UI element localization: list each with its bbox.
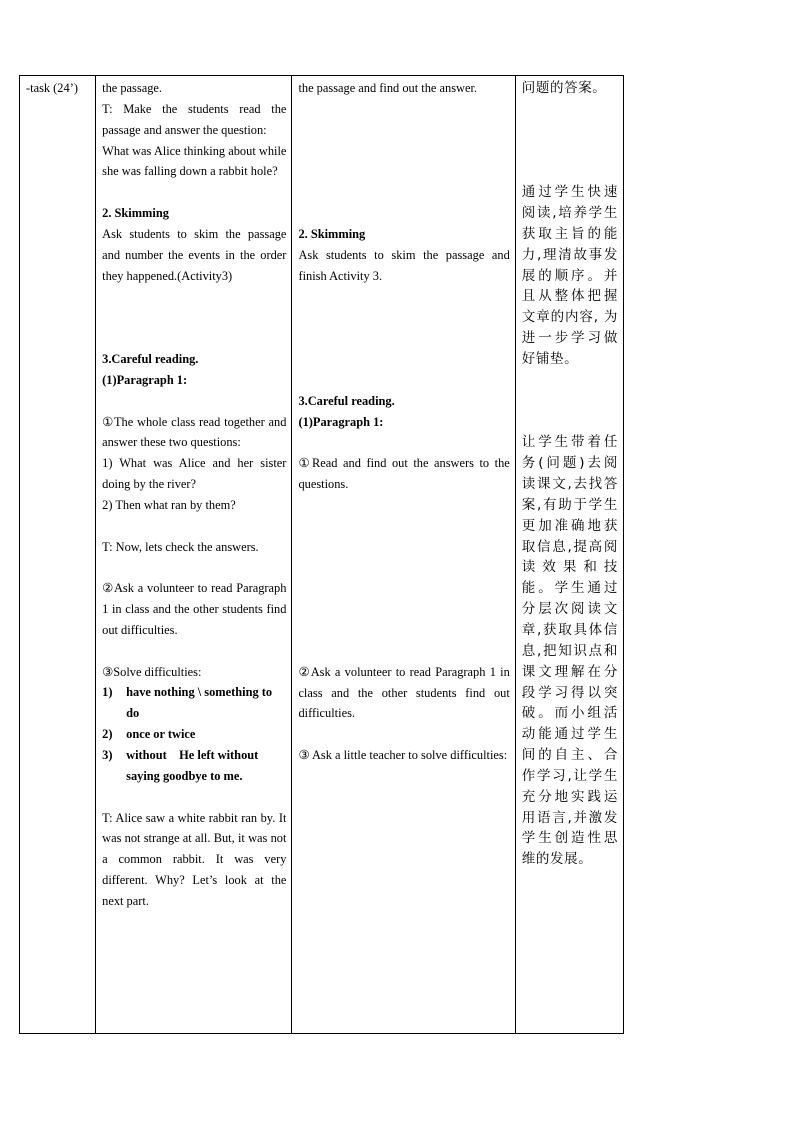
stage-label: -task (24’) <box>26 81 78 95</box>
students-para1-heading: (1)Paragraph 1: <box>298 414 384 429</box>
teacher-intro-tail: the passage. <box>102 81 162 95</box>
teacher-careful-heading: 3.Careful reading. <box>102 351 199 366</box>
students-step1: ①Read and find out the answers to the questions. <box>298 456 510 492</box>
teacher-step3: ③Solve difficulties: <box>102 664 202 679</box>
teacher-check-answers: T: Now, lets check the answers. <box>102 539 259 554</box>
teacher-question-2: 2) Then what ran by them? <box>102 497 236 512</box>
students-step3: ③ Ask a little teacher to solve difficulties: <box>298 748 508 763</box>
list-item: 1) have nothing \ something to do <box>102 685 273 721</box>
table-row <box>20 76 624 1034</box>
purpose-cell <box>515 76 623 1034</box>
purpose-skim: 通过学生快速阅读,培养学生获取主旨的能力,理清故事发展的顺序。并且从整体把握文章的内容, 为进一步学习做好铺垫。 <box>521 184 618 367</box>
stage-cell <box>20 76 96 1034</box>
teacher-step2: ②Ask a volunteer to read Paragraph 1 in class and the other students find out difficulties. <box>102 581 287 637</box>
teacher-activity-cell <box>96 76 292 1034</box>
students-skim-heading: 2. Skimming <box>298 226 366 241</box>
students-step2: ②Ask a volunteer to read Paragraph 1 in class and the other students find out difficulties. <box>298 664 510 721</box>
teacher-question-1: 1) What was Alice and her sister doing by the river? <box>102 456 287 492</box>
purpose-top: 问题的答案。 <box>521 80 607 96</box>
teacher-para1-heading: (1)Paragraph 1: <box>102 372 188 387</box>
purpose-careful: 让学生带着任务(问题)去阅读课文,去找答案,有助于学生更加准确地获取信息,提高阅读效果和技能。学生通过分层次阅读文章,获取具体信息,把知识点和课文理解在分段学习得以突破。而小组活动能通过学生间的自主、合作学习,让学生充分地实践运用语言,并激发学生创造性思维的发展。 <box>521 434 618 868</box>
students-careful-heading: 3.Careful reading. <box>298 393 395 408</box>
list-item: 2) once or twice <box>102 727 196 742</box>
teacher-skim-text: Ask students to skim the passage and number the events in the order they happened.(Activity3) <box>102 226 287 283</box>
difficulties-list <box>102 682 286 786</box>
teacher-transition: T: Alice saw a white rabbit ran by. It was not strange at all. But, it was not a common rabbit. It was very different. Why? Let’s look at the next part. <box>102 810 287 908</box>
teacher-step1: ①The whole class read together and answer these two questions: <box>102 414 287 450</box>
student-activity-cell <box>292 76 515 1034</box>
students-skim-text: Ask students to skim the passage and finish Activity 3. <box>298 247 510 283</box>
teacher-question: What was Alice thinking about while she was falling down a rabbit hole? <box>102 143 287 179</box>
list-item: 3) without He left without saying goodbye to me. <box>102 748 262 783</box>
teacher-task-line: T: Make the students read the passage and answer the question: <box>102 101 287 137</box>
students-intro-tail: the passage and find out the answer. <box>298 81 478 95</box>
teacher-skim-heading: 2. Skimming <box>102 206 169 221</box>
lesson-plan-table <box>19 75 624 1034</box>
